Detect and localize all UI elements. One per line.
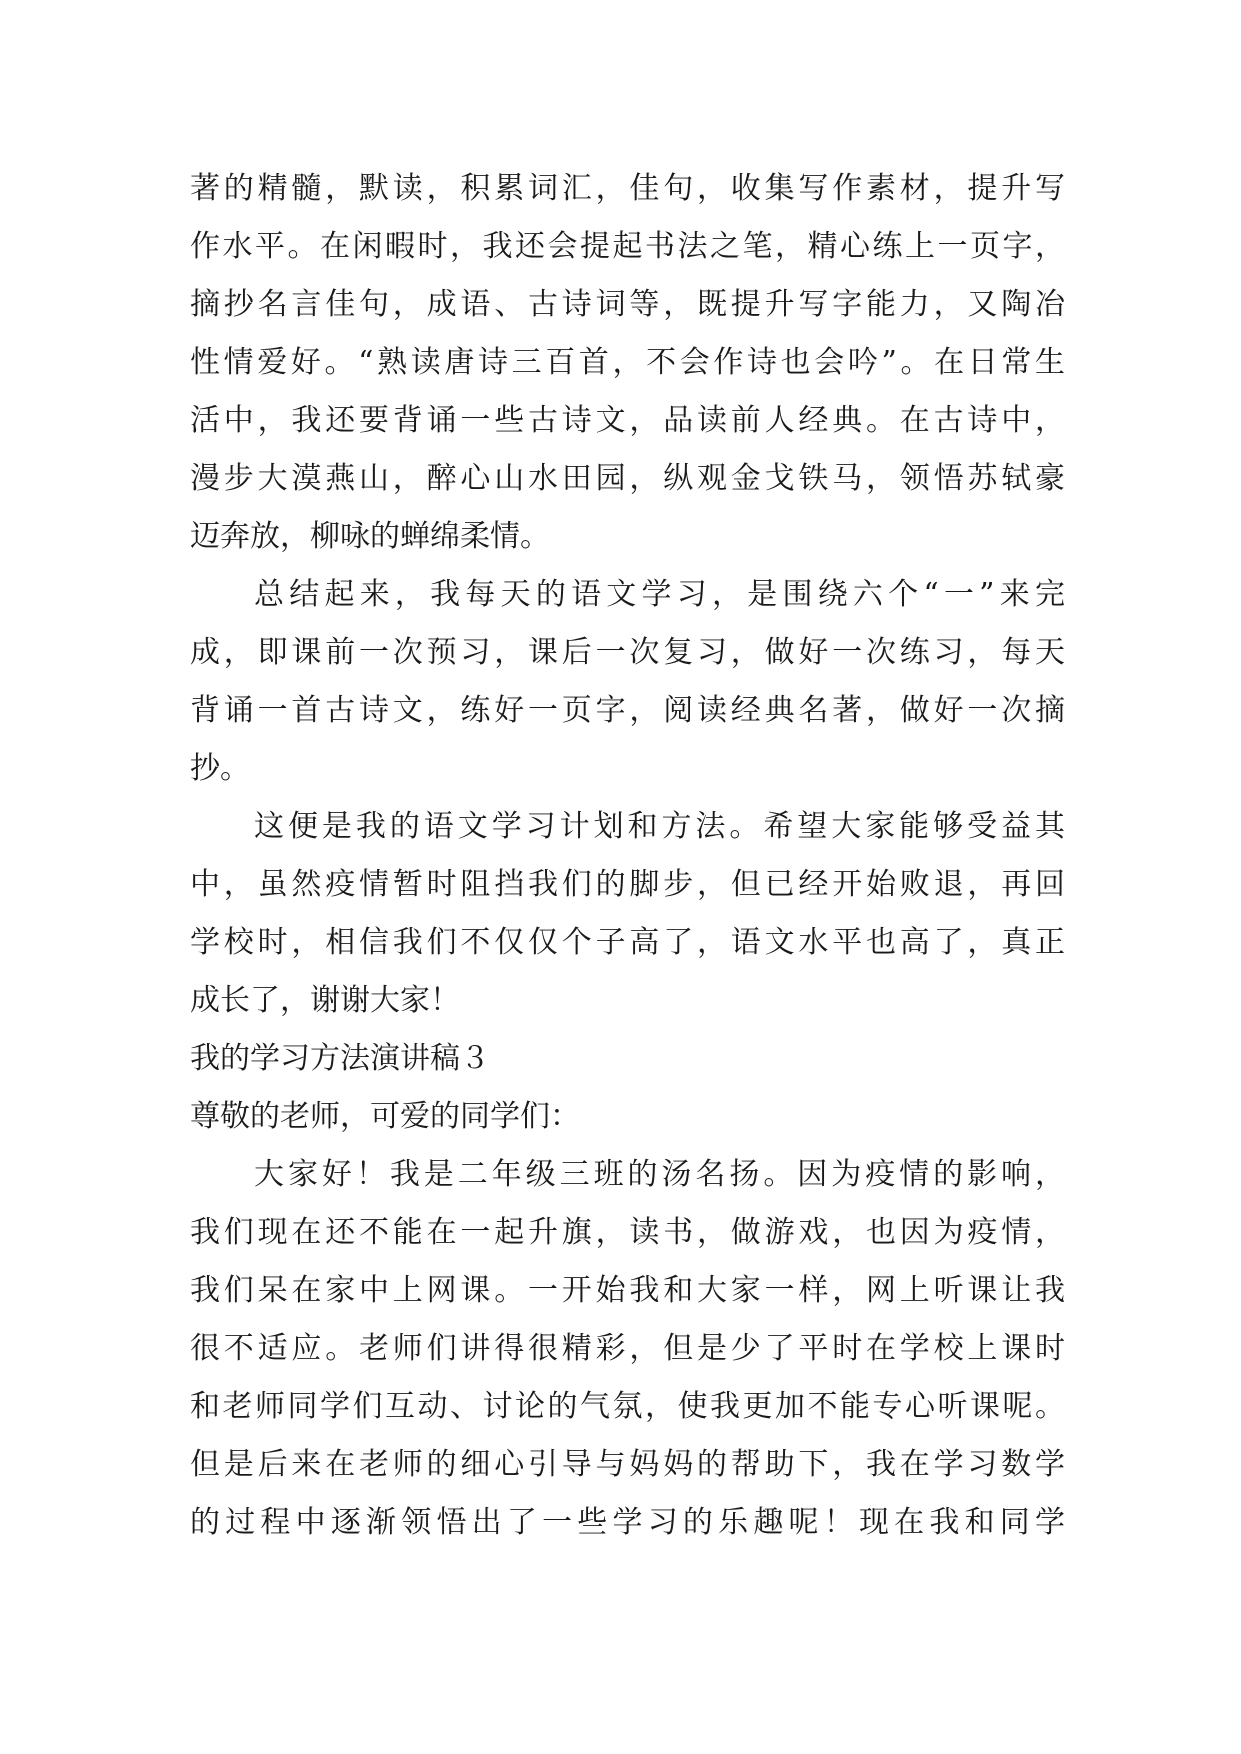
text-line: 活中，我还要背诵一些古诗文，品读前人经典。在古诗中， — [190, 403, 1065, 438]
text-line: 作水平。在闲暇时，我还会提起书法之笔，精心练上一页字， — [190, 229, 1065, 264]
text-line: 漫步大漠燕山，醉心山水田园，纵观金戈铁马，领悟苏轼豪 — [190, 461, 1065, 496]
document-body — [190, 160, 1065, 1552]
text-line: 抄。 — [190, 751, 250, 786]
text-line: 和老师同学们互动、讨论的气氛，使我更加不能专心听课呢。 — [190, 1389, 1065, 1424]
text-line: 很不适应。老师们讲得很精彩，但是少了平时在学校上课时 — [190, 1331, 1065, 1366]
paragraph-4 — [190, 1146, 1065, 1552]
text-line: 这便是我的语文学习计划和方法。希望大家能够受益其 — [254, 809, 1065, 844]
text-line: 我们呆在家中上网课。一开始我和大家一样，网上听课让我 — [190, 1273, 1065, 1308]
text-line: 的过程中逐渐领悟出了一些学习的乐趣呢！现在我和同学 — [190, 1505, 1065, 1540]
text-line: 成长了，谢谢大家！ — [190, 983, 460, 1018]
text-line: 大家好！我是二年级三班的汤名扬。因为疫情的影响， — [254, 1157, 1065, 1192]
text-line: 成，即课前一次预习，课后一次复习，做好一次练习，每天 — [190, 635, 1065, 670]
paragraph-1 — [190, 160, 1065, 566]
paragraph-2 — [190, 566, 1065, 798]
text-line: 性情爱好。“熟读唐诗三百首，不会作诗也会吟”。在日常生 — [190, 345, 1065, 380]
text-line: 摘抄名言佳句，成语、古诗词等，既提升写字能力，又陶冶 — [190, 287, 1065, 322]
text-line: 背诵一首古诗文，练好一页字，阅读经典名著，做好一次摘 — [190, 693, 1065, 728]
text-line: 总结起来，我每天的语文学习，是围绕六个“一”来完 — [254, 577, 1065, 612]
text-line: 学校时，相信我们不仅仅个子高了，语文水平也高了，真正 — [190, 925, 1065, 960]
paragraph-3 — [190, 798, 1065, 1030]
text-line: 我们现在还不能在一起升旗，读书，做游戏，也因为疫情， — [190, 1215, 1065, 1250]
salutation: 尊敬的老师，可爱的同学们： — [190, 1099, 580, 1134]
section-title: 我的学习方法演讲稿３ — [190, 1041, 490, 1076]
text-line: 迈奔放，柳咏的蝉绵柔情。 — [190, 519, 550, 554]
text-line: 著的精髓，默读，积累词汇，佳句，收集写作素材，提升写 — [190, 171, 1065, 206]
text-line: 中，虽然疫情暂时阻挡我们的脚步，但已经开始败退，再回 — [190, 867, 1065, 902]
text-line: 但是后来在老师的细心引导与妈妈的帮助下，我在学习数学 — [190, 1447, 1065, 1482]
